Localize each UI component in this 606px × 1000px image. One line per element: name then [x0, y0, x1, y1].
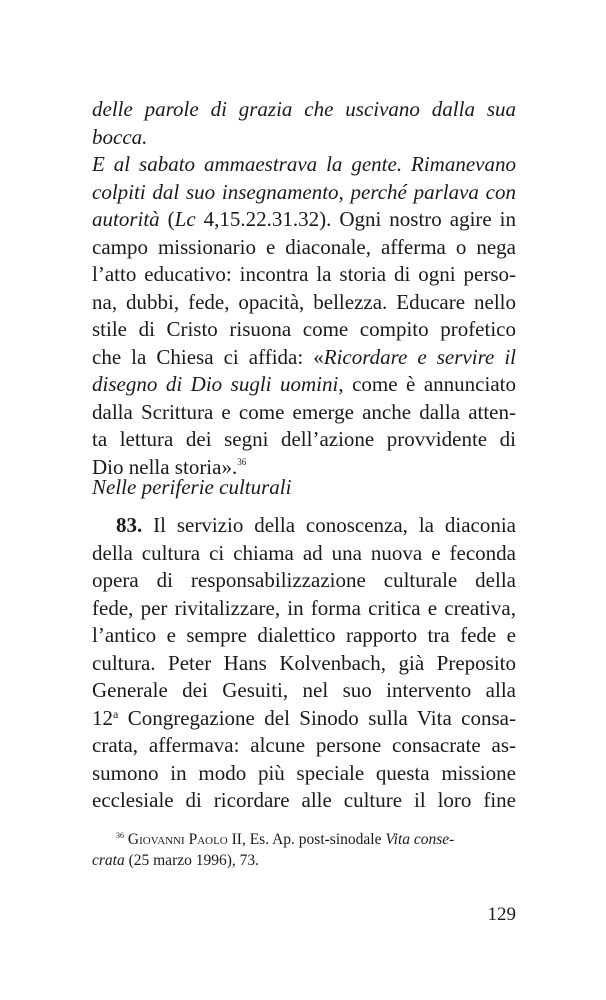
section-heading: Nelle periferie culturali [92, 475, 292, 499]
text-line: crata, affermava: alcune persone consacrate as- [92, 733, 516, 757]
footnote-author: Giovanni Paolo II [127, 831, 242, 848]
text-line: cultura. Peter Hans Kolvenbach, già Preposito [92, 650, 516, 675]
text-line: delle parole di grazia che uscivano dalla sua bocca. [92, 97, 516, 149]
footnote-number: 36 [116, 831, 124, 840]
text-line: della cultura ci chiama ad una nuova e feconda [92, 540, 516, 565]
text-line: autorità (Lc 4,15.22.31.32). Ogni nostro agire in [92, 207, 517, 231]
text-line: na, dubbi, fede, opacità, bellezza. Educare nello [92, 289, 516, 314]
footnote: $^{36}$ Giovanni Paolo II, Es. Ap. post-sinodale Vita conse- crata (25 marzo 1996), 73. [92, 831, 455, 869]
text-line: 83. Il servizio della conoscenza, la diaconia [116, 513, 516, 537]
text-line: l’antico e sempre dialettico rapporto tra fede e [92, 623, 516, 647]
text-line: campo missionario e diaconale, afferma o nega [92, 234, 516, 259]
text-line: l’atto educativo: incontra la storia di ogni perso- [92, 262, 516, 286]
text-line: ta lettura dei segni dell’azione provvidente di [92, 427, 516, 451]
text-line: ecclesiale di ricordare alle culture il loro fine [92, 788, 516, 812]
paragraph-83 [92, 512, 516, 815]
text-line: Generale dei Gesuiti, nel suo intervento alla [92, 678, 516, 702]
text-line: sumono in modo più speciale questa missione [92, 760, 516, 785]
text-line: stile di Cristo risuona come compito profetico [92, 317, 516, 341]
text-line: 12$^a$ Congregazione del Sinodo sulla Vita consa- [92, 705, 516, 730]
page-number: 129 [487, 904, 516, 925]
text-line: fede, per rivitalizzare, in forma critica e creativa, [92, 595, 516, 620]
paragraph-continued [92, 96, 516, 481]
text-line: dalla Scrittura e come emerge anche dalla atten- [92, 399, 516, 424]
text-line: E al sabato ammaestrava la gente. Rimanevano [92, 152, 516, 176]
text-line: opera di responsabilizzazione culturale della [92, 568, 516, 592]
text-line: che la Chiesa ci affida: «Ricordare e servire il [92, 344, 516, 369]
paragraph-number: 83. [116, 513, 143, 537]
text-line: disegno di Dio sugli uomini, come è annunciato [92, 372, 516, 396]
text-line: Dio nella storia».$^{36}$ [92, 454, 247, 479]
page-body [92, 96, 517, 869]
footnote-reference: 36 [237, 456, 247, 467]
text-line: colpiti dal suo insegnamento, perché parlava con [92, 179, 516, 204]
